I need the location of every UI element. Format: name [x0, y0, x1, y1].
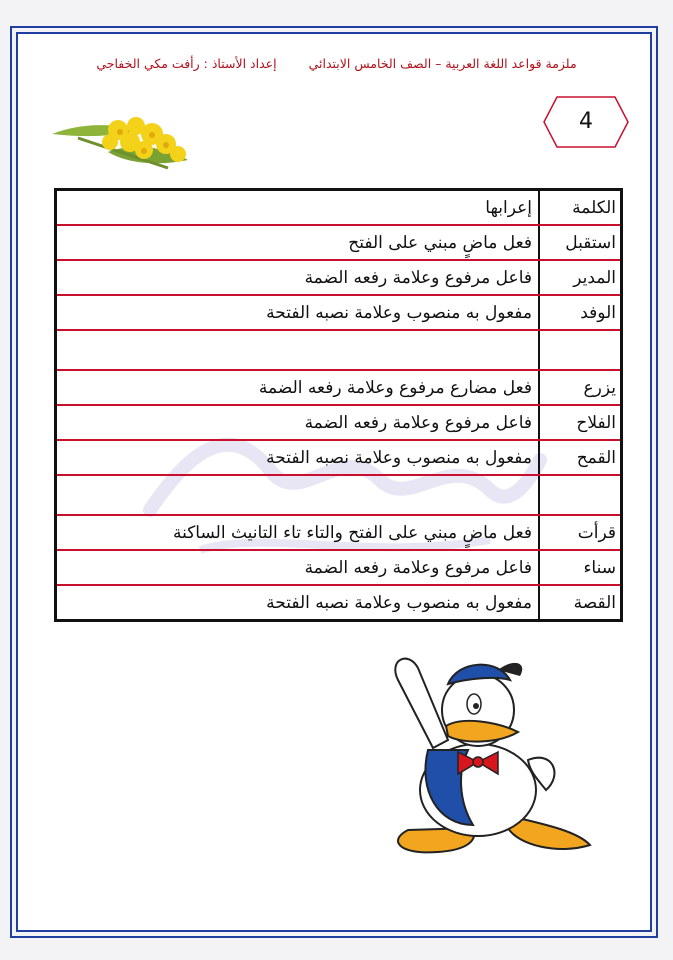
page-header	[60, 56, 613, 82]
word-cell	[539, 330, 622, 370]
analysis-cell: فاعل مرفوع وعلامة رفعه الضمة	[56, 260, 540, 295]
analysis-cell: فعل مضارع مرفوع وعلامة رفعه الضمة	[56, 370, 540, 405]
analysis-cell	[56, 330, 540, 370]
word-cell: الفلاح	[539, 405, 622, 440]
word-cell: قرأت	[539, 515, 622, 550]
analysis-cell: فعل ماضٍ مبني على الفتح والتاء تاء التانيث الساكنة	[56, 515, 540, 550]
analysis-cell	[56, 475, 540, 515]
page-number-badge	[543, 96, 629, 148]
table-row	[56, 440, 622, 475]
table-row	[56, 295, 622, 330]
word-cell: الوفد	[539, 295, 622, 330]
parsing-table	[54, 188, 623, 622]
table-row	[56, 370, 622, 405]
analysis-cell: مفعول به منصوب وعلامة نصبه الفتحة	[56, 585, 540, 621]
analysis-cell: فعل ماضٍ مبني على الفتح	[56, 225, 540, 260]
table-row	[56, 515, 622, 550]
word-cell: القصة	[539, 585, 622, 621]
analysis-cell: مفعول به منصوب وعلامة نصبه الفتحة	[56, 295, 540, 330]
table-row	[56, 225, 622, 260]
duck-cartoon-icon	[378, 640, 596, 860]
analysis-cell: إعرابها	[56, 190, 540, 226]
word-cell: استقبل	[539, 225, 622, 260]
analysis-cell: فاعل مرفوع وعلامة رفعه الضمة	[56, 405, 540, 440]
word-cell: سناء	[539, 550, 622, 585]
word-cell: القمح	[539, 440, 622, 475]
header-title: ملزمة قواعد اللغة العربية – الصف الخامس الابتدائي	[308, 56, 577, 71]
word-cell: الكلمة	[539, 190, 622, 226]
flower-bouquet-icon	[48, 108, 196, 176]
page-number: 4	[579, 109, 593, 134]
word-cell: يزرع	[539, 370, 622, 405]
header-author: إعداد الأستاذ : رأفت مكي الخفاجي	[96, 56, 277, 71]
analysis-cell: مفعول به منصوب وعلامة نصبه الفتحة	[56, 440, 540, 475]
table-row	[56, 550, 622, 585]
table-row	[56, 475, 622, 515]
table-row	[56, 260, 622, 295]
analysis-cell: فاعل مرفوع وعلامة رفعه الضمة	[56, 550, 540, 585]
word-cell	[539, 475, 622, 515]
word-cell: المدير	[539, 260, 622, 295]
table-row	[56, 405, 622, 440]
table-row	[56, 585, 622, 621]
table-header-row	[56, 190, 622, 226]
table-row	[56, 330, 622, 370]
